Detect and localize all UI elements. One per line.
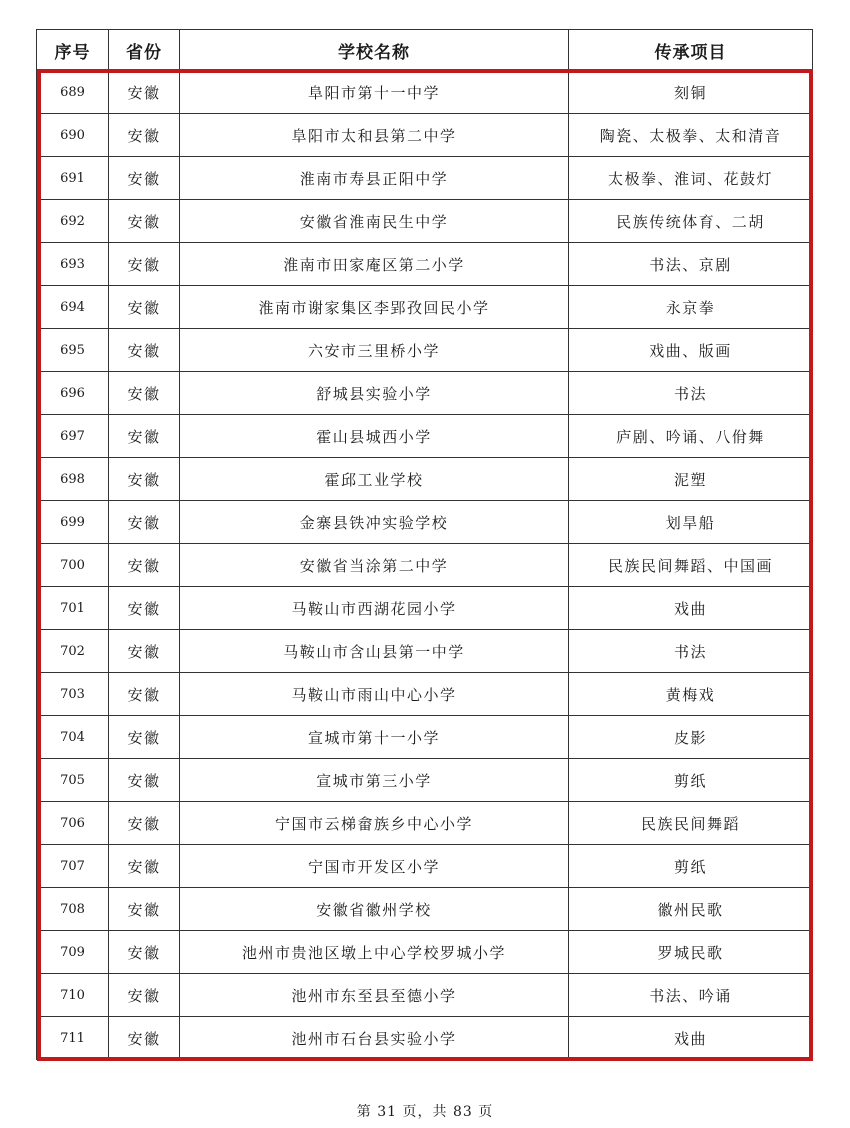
cell-province: 安徽: [109, 544, 180, 587]
cell-school-name: 淮南市田家庵区第二小学: [180, 243, 569, 286]
cell-province: 安徽: [109, 372, 180, 415]
header-heritage-item: 传承项目: [569, 30, 813, 71]
table-row: [37, 759, 813, 802]
cell-school-name: 六安市三里桥小学: [180, 329, 569, 372]
cell-province: 安徽: [109, 759, 180, 802]
cell-province: 安徽: [109, 802, 180, 845]
cell-school-name: 池州市东至县至德小学: [180, 974, 569, 1017]
cell-serial-number: 692: [37, 200, 109, 243]
table-row: [37, 71, 813, 114]
cell-province: 安徽: [109, 845, 180, 888]
cell-province: 安徽: [109, 458, 180, 501]
cell-serial-number: 689: [37, 71, 109, 114]
cell-province: 安徽: [109, 716, 180, 759]
cell-province: 安徽: [109, 673, 180, 716]
table-row: [37, 587, 813, 630]
cell-school-name: 宁国市云梯畲族乡中心小学: [180, 802, 569, 845]
table-row: [37, 802, 813, 845]
table-row: [37, 114, 813, 157]
cell-province: 安徽: [109, 329, 180, 372]
cell-school-name: 马鞍山市西湖花园小学: [180, 587, 569, 630]
cell-heritage-item: 民族传统体育、二胡: [569, 200, 813, 243]
cell-serial-number: 690: [37, 114, 109, 157]
cell-province: 安徽: [109, 501, 180, 544]
table-row: [37, 673, 813, 716]
cell-heritage-item: 皮影: [569, 716, 813, 759]
cell-province: 安徽: [109, 114, 180, 157]
cell-heritage-item: 书法、吟诵: [569, 974, 813, 1017]
cell-serial-number: 708: [37, 888, 109, 931]
cell-heritage-item: 书法: [569, 630, 813, 673]
cell-heritage-item: 黄梅戏: [569, 673, 813, 716]
cell-serial-number: 705: [37, 759, 109, 802]
cell-serial-number: 697: [37, 415, 109, 458]
table-row: [37, 329, 813, 372]
school-table-container: [36, 29, 812, 1060]
cell-serial-number: 694: [37, 286, 109, 329]
cell-school-name: 舒城县实验小学: [180, 372, 569, 415]
table-row: [37, 544, 813, 587]
cell-province: 安徽: [109, 1017, 180, 1060]
cell-heritage-item: 戏曲: [569, 1017, 813, 1060]
table-header: [37, 30, 813, 71]
cell-school-name: 霍山县城西小学: [180, 415, 569, 458]
cell-heritage-item: 书法: [569, 372, 813, 415]
cell-province: 安徽: [109, 200, 180, 243]
table-row: [37, 716, 813, 759]
cell-province: 安徽: [109, 630, 180, 673]
cell-heritage-item: 民族民间舞蹈: [569, 802, 813, 845]
cell-school-name: 淮南市谢家集区李郢孜回民小学: [180, 286, 569, 329]
cell-serial-number: 701: [37, 587, 109, 630]
cell-province: 安徽: [109, 415, 180, 458]
cell-heritage-item: 庐剧、吟诵、八佾舞: [569, 415, 813, 458]
table-row: [37, 243, 813, 286]
table-row: [37, 630, 813, 673]
table-row: [37, 1017, 813, 1060]
cell-province: 安徽: [109, 286, 180, 329]
cell-school-name: 马鞍山市含山县第一中学: [180, 630, 569, 673]
cell-serial-number: 709: [37, 931, 109, 974]
cell-province: 安徽: [109, 243, 180, 286]
cell-school-name: 宣城市第十一小学: [180, 716, 569, 759]
table-row: [37, 415, 813, 458]
table-row: [37, 501, 813, 544]
table-row: [37, 974, 813, 1017]
cell-school-name: 宣城市第三小学: [180, 759, 569, 802]
cell-province: 安徽: [109, 974, 180, 1017]
table-row: [37, 157, 813, 200]
cell-heritage-item: 徽州民歌: [569, 888, 813, 931]
table-row: [37, 458, 813, 501]
cell-heritage-item: 陶瓷、太极拳、太和清音: [569, 114, 813, 157]
cell-school-name: 霍邱工业学校: [180, 458, 569, 501]
cell-serial-number: 703: [37, 673, 109, 716]
cell-serial-number: 696: [37, 372, 109, 415]
cell-serial-number: 710: [37, 974, 109, 1017]
cell-serial-number: 706: [37, 802, 109, 845]
page-number-footer: 第 31 页，共 83 页: [356, 1104, 494, 1120]
cell-serial-number: 707: [37, 845, 109, 888]
cell-school-name: 马鞍山市雨山中心小学: [180, 673, 569, 716]
cell-school-name: 池州市石台县实验小学: [180, 1017, 569, 1060]
cell-heritage-item: 罗城民歌: [569, 931, 813, 974]
cell-school-name: 淮南市寿县正阳中学: [180, 157, 569, 200]
cell-serial-number: 693: [37, 243, 109, 286]
school-table: [36, 29, 813, 1060]
cell-serial-number: 704: [37, 716, 109, 759]
cell-heritage-item: 泥塑: [569, 458, 813, 501]
cell-heritage-item: 剪纸: [569, 845, 813, 888]
header-row: [37, 30, 813, 71]
cell-serial-number: 691: [37, 157, 109, 200]
table-row: [37, 372, 813, 415]
cell-heritage-item: 戏曲、版画: [569, 329, 813, 372]
cell-school-name: 安徽省徽州学校: [180, 888, 569, 931]
cell-heritage-item: 民族民间舞蹈、中国画: [569, 544, 813, 587]
cell-school-name: 宁国市开发区小学: [180, 845, 569, 888]
cell-heritage-item: 永京拳: [569, 286, 813, 329]
header-province: 省份: [109, 30, 180, 71]
cell-school-name: 安徽省当涂第二中学: [180, 544, 569, 587]
cell-school-name: 阜阳市太和县第二中学: [180, 114, 569, 157]
cell-heritage-item: 剪纸: [569, 759, 813, 802]
cell-school-name: 金寨县铁冲实验学校: [180, 501, 569, 544]
cell-province: 安徽: [109, 931, 180, 974]
cell-heritage-item: 刻铜: [569, 71, 813, 114]
cell-province: 安徽: [109, 157, 180, 200]
table-row: [37, 931, 813, 974]
header-school-name: 学校名称: [180, 30, 569, 71]
cell-school-name: 阜阳市第十一中学: [180, 71, 569, 114]
table-row: [37, 200, 813, 243]
cell-province: 安徽: [109, 888, 180, 931]
cell-heritage-item: 戏曲: [569, 587, 813, 630]
table-body: [37, 71, 813, 1060]
table-row: [37, 888, 813, 931]
cell-serial-number: 700: [37, 544, 109, 587]
table-row: [37, 286, 813, 329]
cell-province: 安徽: [109, 71, 180, 114]
cell-serial-number: 695: [37, 329, 109, 372]
cell-serial-number: 711: [37, 1017, 109, 1060]
cell-heritage-item: 书法、京剧: [569, 243, 813, 286]
cell-serial-number: 698: [37, 458, 109, 501]
header-serial-number: 序号: [37, 30, 109, 71]
cell-province: 安徽: [109, 587, 180, 630]
cell-heritage-item: 划旱船: [569, 501, 813, 544]
cell-school-name: 安徽省淮南民生中学: [180, 200, 569, 243]
cell-serial-number: 702: [37, 630, 109, 673]
table-row: [37, 845, 813, 888]
cell-serial-number: 699: [37, 501, 109, 544]
cell-school-name: 池州市贵池区墩上中心学校罗城小学: [180, 931, 569, 974]
cell-heritage-item: 太极拳、淮词、花鼓灯: [569, 157, 813, 200]
